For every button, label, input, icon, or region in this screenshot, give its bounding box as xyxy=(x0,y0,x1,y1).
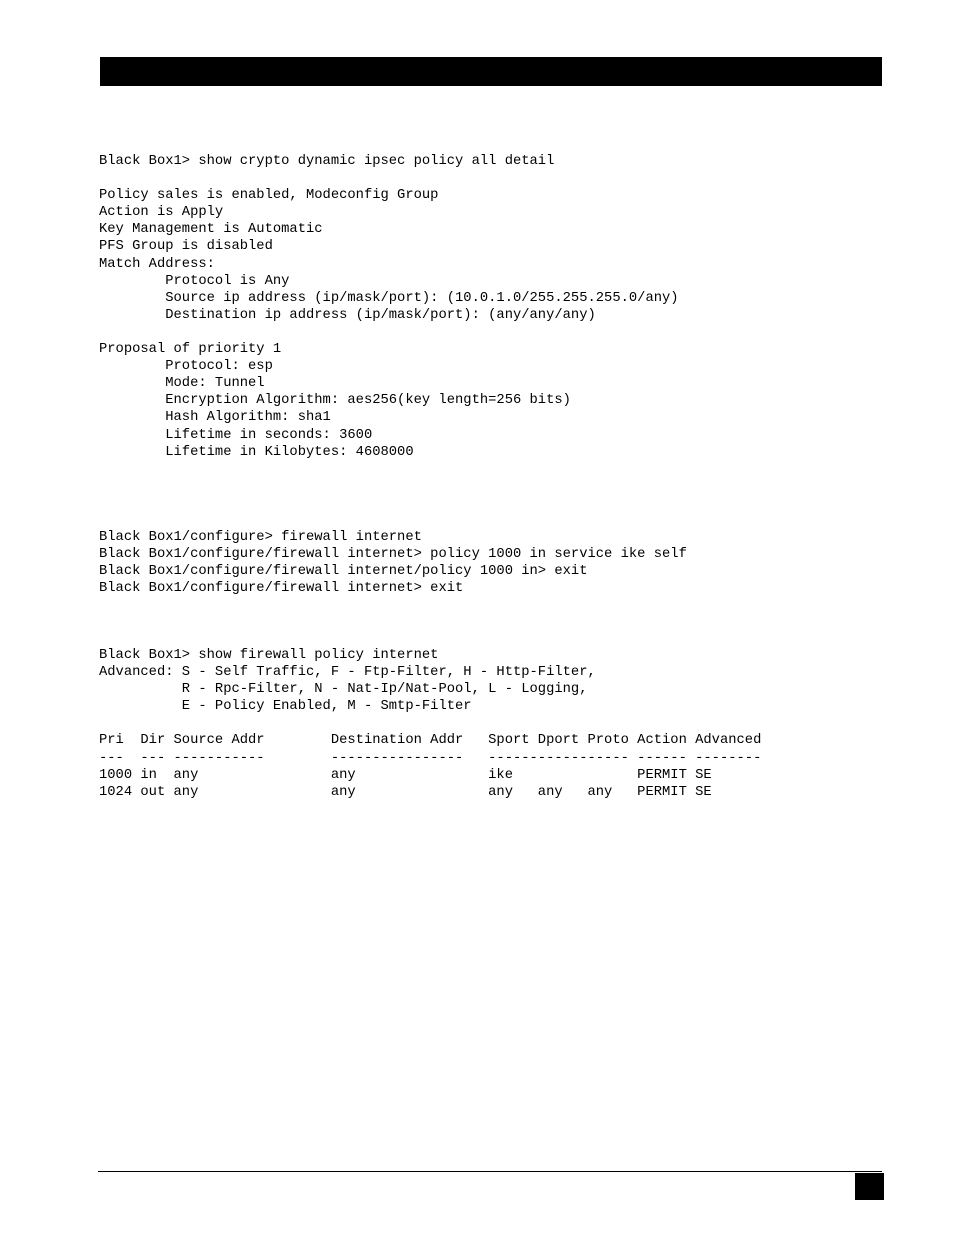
console-line: R - Rpc-Filter, N - Nat-Ip/Nat-Pool, L - Logging, xyxy=(99,682,588,698)
console-line: Source ip address (ip/mask/port): (10.0.1.0/255.255.255.0/any) xyxy=(99,290,679,306)
console-line: Black Box1> show firewall policy internet xyxy=(99,648,439,663)
console-line: Match Address: xyxy=(99,256,215,272)
console-line: Action is Apply xyxy=(99,205,224,221)
console-line: Policy sales is enabled, Modeconfig Group xyxy=(99,188,439,204)
console-line: Mode: Tunnel xyxy=(99,376,265,392)
console-line: Black Box1/configure/firewall internet> exit xyxy=(99,581,464,597)
console-line: Hash Algorithm: sha1 xyxy=(99,410,331,426)
console-line: Protocol: esp xyxy=(99,359,273,375)
console-line: Destination ip address (ip/mask/port): (any/any/any) xyxy=(99,307,596,323)
console-line: Black Box1> show crypto dynamic ipsec policy all detail xyxy=(99,154,555,169)
firewall-policy-output xyxy=(99,647,761,801)
console-line: Key Management is Automatic xyxy=(99,222,323,238)
console-line: Lifetime in seconds: 3600 xyxy=(99,427,373,443)
console-line: Advanced: S - Self Traffic, F - Ftp-Filter, H - Http-Filter, xyxy=(99,665,596,681)
console-line: E - Policy Enabled, M - Smtp-Filter xyxy=(99,699,472,715)
console-line: Black Box1/configure> firewall internet xyxy=(99,530,422,545)
table-header-line: Pri Dir Source Addr Destination Addr Sport Dport Proto Action Advanced xyxy=(99,733,762,749)
console-line: Encryption Algorithm: aes256(key length=256 bits) xyxy=(99,393,571,409)
table-separator-line: --- --- ----------- ---------------- ----------------- ------ -------- xyxy=(99,750,762,766)
console-line xyxy=(99,324,679,341)
table-row: 1000 in any any ike PERMIT SE xyxy=(99,767,712,783)
footer-rule xyxy=(98,1171,882,1172)
console-line xyxy=(99,170,679,187)
console-line: Lifetime in Kilobytes: 4608000 xyxy=(99,444,414,460)
header-bar xyxy=(100,57,882,86)
page-number-box xyxy=(855,1173,884,1200)
console-line xyxy=(99,715,761,732)
ipsec-policy-detail-output xyxy=(99,153,679,461)
table-row: 1024 out any any any any any PERMIT SE xyxy=(99,784,712,800)
console-line: Proposal of priority 1 xyxy=(99,342,282,358)
console-line: Protocol is Any xyxy=(99,273,290,289)
console-line: Black Box1/configure/firewall internet> policy 1000 in service ike self xyxy=(99,547,687,563)
console-line: Black Box1/configure/firewall internet/policy 1000 in> exit xyxy=(99,564,588,580)
firewall-config-commands xyxy=(99,529,687,597)
console-line: PFS Group is disabled xyxy=(99,239,273,255)
